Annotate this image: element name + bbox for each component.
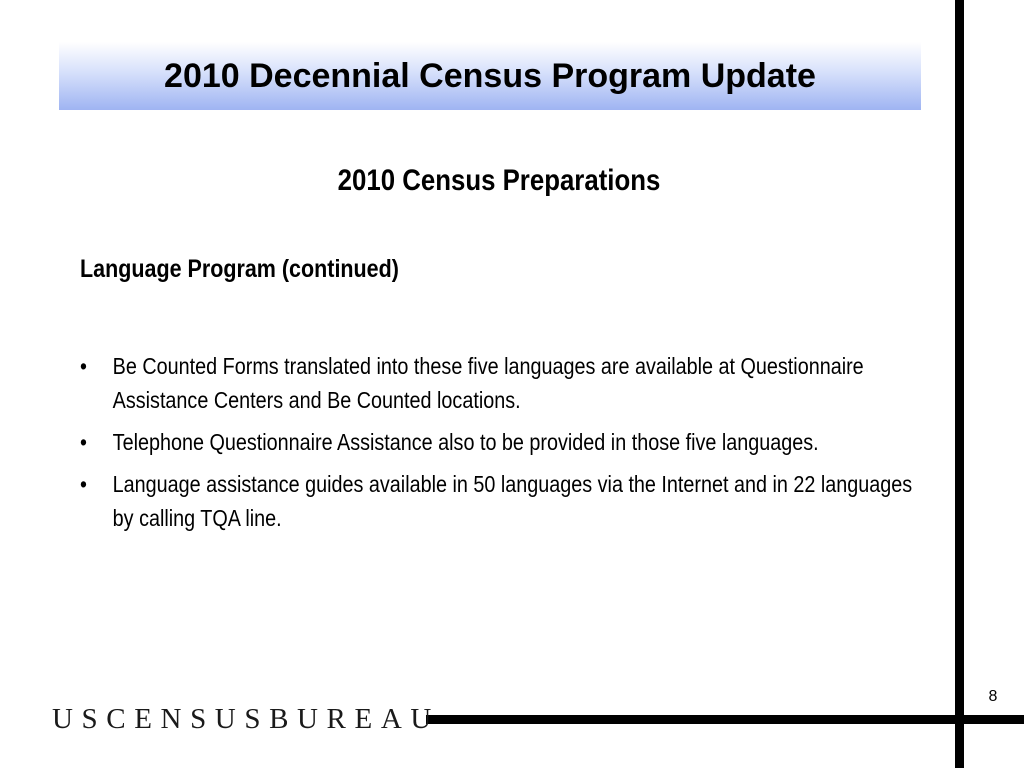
- slide-title: 2010 Decennial Census Program Update: [164, 56, 816, 95]
- frame-vertical-line: [955, 0, 964, 768]
- bullet-marker: •: [80, 429, 87, 455]
- bullet-text: Language assistance guides available in 50 languages via the Internet and in 22 languages by calling TQA line.: [112, 471, 913, 531]
- slide-subtitle: 2010 Census Preparations: [337, 164, 661, 197]
- page-number: 8: [988, 688, 998, 705]
- bullet-text: Be Counted Forms translated into these five languages are available at Questionnaire Assistance Centers and Be Counted locations.: [112, 353, 864, 413]
- frame-horizontal-line: [426, 715, 1024, 724]
- title-banner: [59, 42, 921, 110]
- bullet-text: Telephone Questionnaire Assistance also to be provided in those five languages.: [112, 429, 819, 455]
- bullet-list: [80, 349, 980, 543]
- bullet-marker: •: [80, 353, 87, 379]
- bullet-marker: •: [80, 471, 87, 497]
- bullet-item: [80, 349, 934, 417]
- bullet-item: [80, 425, 934, 459]
- census-bureau-logo: USCENSUSBUREAU: [52, 703, 440, 735]
- bullet-item: [80, 467, 934, 535]
- section-heading: Language Program (continued): [80, 255, 399, 283]
